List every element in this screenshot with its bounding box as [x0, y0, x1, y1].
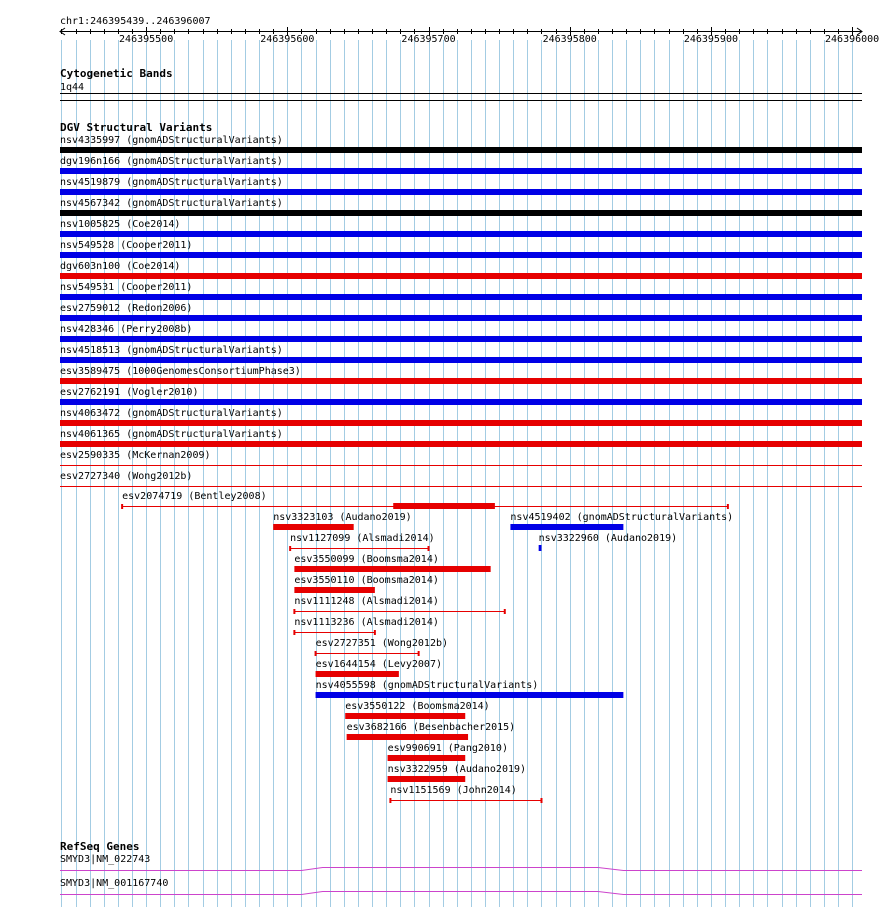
- variant-thick-segment: [393, 503, 495, 509]
- variant-label[interactable]: esv3550099 (Boomsma2014): [294, 554, 439, 565]
- variant-label[interactable]: nsv4061365 (gnomADStructuralVariants): [60, 429, 283, 440]
- variant-bar: [60, 168, 862, 174]
- variant-bar: [60, 378, 862, 384]
- variant-bar: [60, 210, 862, 216]
- ruler-tick-label: 246395900: [683, 34, 738, 45]
- variant-bar: [345, 713, 465, 719]
- variant-label[interactable]: nsv4519879 (gnomADStructuralVariants): [60, 177, 283, 188]
- variant-bar: [60, 441, 862, 447]
- variant-label[interactable]: nsv4518513 (gnomADStructuralVariants): [60, 345, 283, 356]
- variant-bar: [60, 252, 862, 258]
- variant-label[interactable]: nsv4335997 (gnomADStructuralVariants): [60, 135, 283, 146]
- variant-label[interactable]: nsv1127099 (Alsmadi2014): [290, 533, 435, 544]
- dgv-track-title[interactable]: DGV Structural Variants: [60, 121, 213, 134]
- variant-bar: [60, 315, 862, 321]
- cytoband-label: 1q44: [60, 82, 85, 93]
- variant-label[interactable]: dgv603n100 (Coe2014): [60, 261, 181, 272]
- variant-bar: [60, 273, 862, 279]
- variant-end-cap: [374, 630, 376, 635]
- variant-label[interactable]: esv990691 (Pang2010): [387, 743, 508, 754]
- variant-end-cap: [418, 651, 420, 656]
- variant-bar: [273, 524, 353, 530]
- variant-label[interactable]: nsv1005825 (Coe2014): [60, 219, 181, 230]
- variant-bar: [60, 147, 862, 153]
- variant-label[interactable]: nsv3323103 (Audano2019): [273, 512, 412, 523]
- variant-bar: [347, 734, 468, 740]
- variant-label[interactable]: esv3550110 (Boomsma2014): [294, 575, 439, 586]
- variant-end-cap: [315, 651, 317, 656]
- coords-label: chr1:246395439..246396007: [60, 16, 211, 27]
- variant-bar: [510, 524, 623, 530]
- cytoband-track-title[interactable]: Cytogenetic Bands: [60, 67, 173, 80]
- variant-end-cap: [293, 609, 295, 614]
- variant-label[interactable]: nsv1111248 (Alsmadi2014): [294, 596, 439, 607]
- variant-label[interactable]: esv1644154 (Levy2007): [315, 659, 442, 670]
- variant-label[interactable]: esv3682166 (Besenbacher2015): [346, 722, 516, 733]
- variant-bar: [388, 776, 466, 782]
- variant-label[interactable]: nsv4055598 (gnomADStructuralVariants): [315, 680, 539, 691]
- variant-bar: [388, 755, 466, 761]
- ruler-tick-label: 246395500: [119, 34, 174, 45]
- variant-label[interactable]: nsv1113236 (Alsmadi2014): [294, 617, 439, 628]
- refseq-gene-line: [60, 868, 862, 871]
- variant-end-cap: [121, 504, 123, 509]
- refseq-gene-label[interactable]: SMYD3|NM_001167740: [60, 878, 169, 889]
- variant-label[interactable]: nsv4567342 (gnomADStructuralVariants): [60, 198, 283, 209]
- refseq-gene-label[interactable]: SMYD3|NM_022743: [60, 854, 151, 865]
- variant-label[interactable]: esv2727351 (Wong2012b): [315, 638, 449, 649]
- variant-label[interactable]: nsv549531 (Cooper2011): [60, 282, 193, 293]
- variant-label[interactable]: nsv428346 (Perry2008b): [60, 324, 193, 335]
- variant-label[interactable]: esv2074719 (Bentley2008): [122, 491, 267, 502]
- variant-bar: [60, 231, 862, 237]
- variant-bar: [60, 336, 862, 342]
- ruler-tick-label: 246395600: [260, 34, 315, 45]
- variant-bar: [60, 420, 862, 426]
- ruler-tick-label: 246396000: [825, 34, 880, 45]
- variant-end-cap: [289, 546, 291, 551]
- variant-end-cap: [540, 798, 542, 803]
- variant-bar: [539, 545, 542, 551]
- refseq-track-title[interactable]: RefSeq Genes: [60, 840, 140, 853]
- variant-end-cap: [428, 546, 430, 551]
- variant-bar: [60, 357, 862, 363]
- variant-bar: [294, 587, 374, 593]
- refseq-gene-line: [60, 892, 862, 895]
- variant-bar: [60, 189, 862, 195]
- variant-label[interactable]: dgv196n166 (gnomADStructuralVariants): [60, 156, 283, 167]
- variant-label[interactable]: esv2762191 (Vogler2010): [60, 387, 199, 398]
- variant-bar: [60, 399, 862, 405]
- variant-end-cap: [293, 630, 295, 635]
- variant-bar: [316, 671, 399, 677]
- variant-end-cap: [727, 504, 729, 509]
- ruler-tick-label: 246395800: [542, 34, 597, 45]
- variant-label[interactable]: esv2590335 (McKernan2009): [60, 450, 211, 461]
- variant-bar: [60, 294, 862, 300]
- variant-label[interactable]: nsv3322960 (Audano2019): [538, 533, 678, 544]
- variant-end-cap: [389, 798, 391, 803]
- variant-label[interactable]: nsv4063472 (gnomADStructuralVariants): [60, 408, 283, 419]
- variant-bar: [294, 566, 490, 572]
- variant-label[interactable]: esv3550122 (Boomsma2014): [345, 701, 490, 712]
- variant-label[interactable]: esv2727340 (Wong2012b): [60, 471, 193, 482]
- variant-label[interactable]: nsv1151569 (John2014): [390, 785, 517, 796]
- variant-end-cap: [504, 609, 506, 614]
- ruler-tick-label: 246395700: [401, 34, 456, 45]
- variant-label[interactable]: nsv4519402 (gnomADStructuralVariants): [510, 512, 734, 523]
- variant-label[interactable]: esv2759012 (Redon2006): [60, 303, 193, 314]
- variant-label[interactable]: nsv3322959 (Audano2019): [387, 764, 527, 775]
- variant-bar: [316, 692, 624, 698]
- variant-label[interactable]: nsv549528 (Cooper2011): [60, 240, 193, 251]
- variant-label[interactable]: esv3589475 (1000GenomesConsortiumPhase3): [60, 366, 301, 377]
